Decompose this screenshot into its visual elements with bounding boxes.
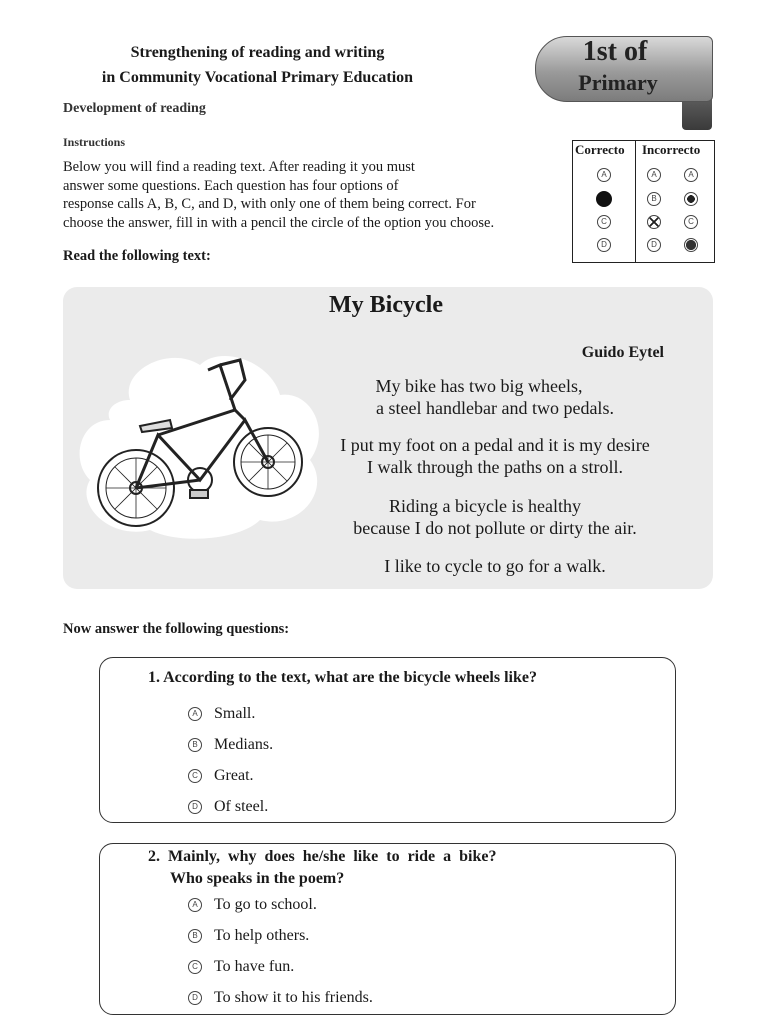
option-label: Medians. [214, 736, 274, 753]
option-label: Great. [214, 767, 254, 784]
question-1-option-c[interactable] [188, 766, 254, 786]
example-bubble-a: A [647, 168, 661, 182]
option-bubble[interactable]: D [188, 800, 202, 814]
question-2-option-c[interactable] [188, 957, 294, 977]
incorrect-header: Incorrecto [642, 142, 701, 157]
option-label: To go to school. [214, 896, 317, 913]
section-heading: Development of reading [63, 101, 206, 116]
stanza-2 [330, 434, 660, 478]
read-prompt: Read the following text: [63, 248, 211, 264]
example-bubble-a: A [597, 168, 611, 182]
question-2-text-line-2: Who speaks in the poem? [170, 870, 345, 887]
instructions-line: choose the answer, fill in with a pencil the circle of the option you choose. [63, 214, 495, 231]
option-label: To help others. [214, 927, 310, 944]
example-bubble-crossed [647, 215, 661, 229]
example-bubble-scribble [684, 238, 698, 252]
example-bubble-d: D [597, 238, 611, 252]
questions-prompt: Now answer the following questions: [63, 621, 290, 637]
question-2-text-line-1: 2. Mainly, why does he/she like to ride a bike? [148, 848, 497, 865]
title-line-2: in Community Vocational Primary Education [101, 69, 414, 86]
verse-line: My bike has two big wheels, [375, 376, 583, 396]
instructions-line: answer some questions. Each question has four options of [63, 177, 399, 194]
option-bubble[interactable]: C [188, 960, 202, 974]
question-2-option-b[interactable] [188, 926, 309, 946]
example-bubble-partial [684, 192, 698, 206]
verse-line: Riding a bicycle is healthy [389, 496, 581, 516]
stanza-1 [330, 375, 660, 419]
example-bubble-b: B [647, 192, 661, 206]
verse-line: because I do not pollute or dirty the air. [353, 518, 637, 538]
example-bubble-c: C [684, 215, 698, 229]
option-label: Small. [214, 705, 256, 722]
instructions-label: Instructions [63, 135, 126, 149]
example-bubble-filled [596, 191, 612, 207]
question-1-option-b[interactable] [188, 735, 273, 755]
banner-grade-text: 1st of [582, 36, 648, 67]
poem-title: My Bicycle [329, 292, 443, 318]
question-1-option-a[interactable] [188, 704, 255, 724]
option-bubble[interactable]: A [188, 898, 202, 912]
banner-level-text: Primary [578, 70, 658, 95]
verse-line: I walk through the paths on a stroll. [367, 457, 623, 477]
title-line-1: Strengthening of reading and writing [130, 44, 385, 61]
example-bubble-c: C [597, 215, 611, 229]
instructions-text [63, 158, 563, 232]
option-bubble[interactable]: A [188, 707, 202, 721]
option-label: To have fun. [214, 958, 295, 975]
stanza-4 [330, 555, 660, 577]
verse-line: I like to cycle to go for a walk. [384, 556, 606, 576]
example-bubble-d: D [647, 238, 661, 252]
option-label: To show it to his friends. [214, 989, 373, 1006]
verse-line: I put my foot on a pedal and it is my desire [340, 435, 650, 455]
question-2-option-d[interactable] [188, 988, 373, 1008]
question-1-text: 1. According to the text, what are the bicycle wheels like? [148, 669, 537, 686]
instructions-line: Below you will find a reading text. After reading it you must [63, 159, 415, 175]
example-bubble-a: A [684, 168, 698, 182]
option-bubble[interactable]: B [188, 738, 202, 752]
stanza-3 [318, 495, 672, 539]
correct-header: Correcto [575, 142, 625, 157]
pedal [190, 490, 208, 498]
poem-author: Guido Eytel [581, 344, 664, 361]
question-1-option-d[interactable] [188, 797, 268, 817]
option-bubble[interactable]: C [188, 769, 202, 783]
option-label: Of steel. [214, 798, 269, 815]
option-bubble[interactable]: B [188, 929, 202, 943]
table-divider [635, 140, 636, 262]
instructions-line: response calls A, B, C, and D, with only one of them being correct. For [63, 196, 476, 212]
verse-line: a steel handlebar and two pedals. [376, 398, 614, 418]
bicycle-illustration [70, 340, 332, 540]
question-2-option-a[interactable] [188, 895, 317, 915]
option-bubble[interactable]: D [188, 991, 202, 1005]
